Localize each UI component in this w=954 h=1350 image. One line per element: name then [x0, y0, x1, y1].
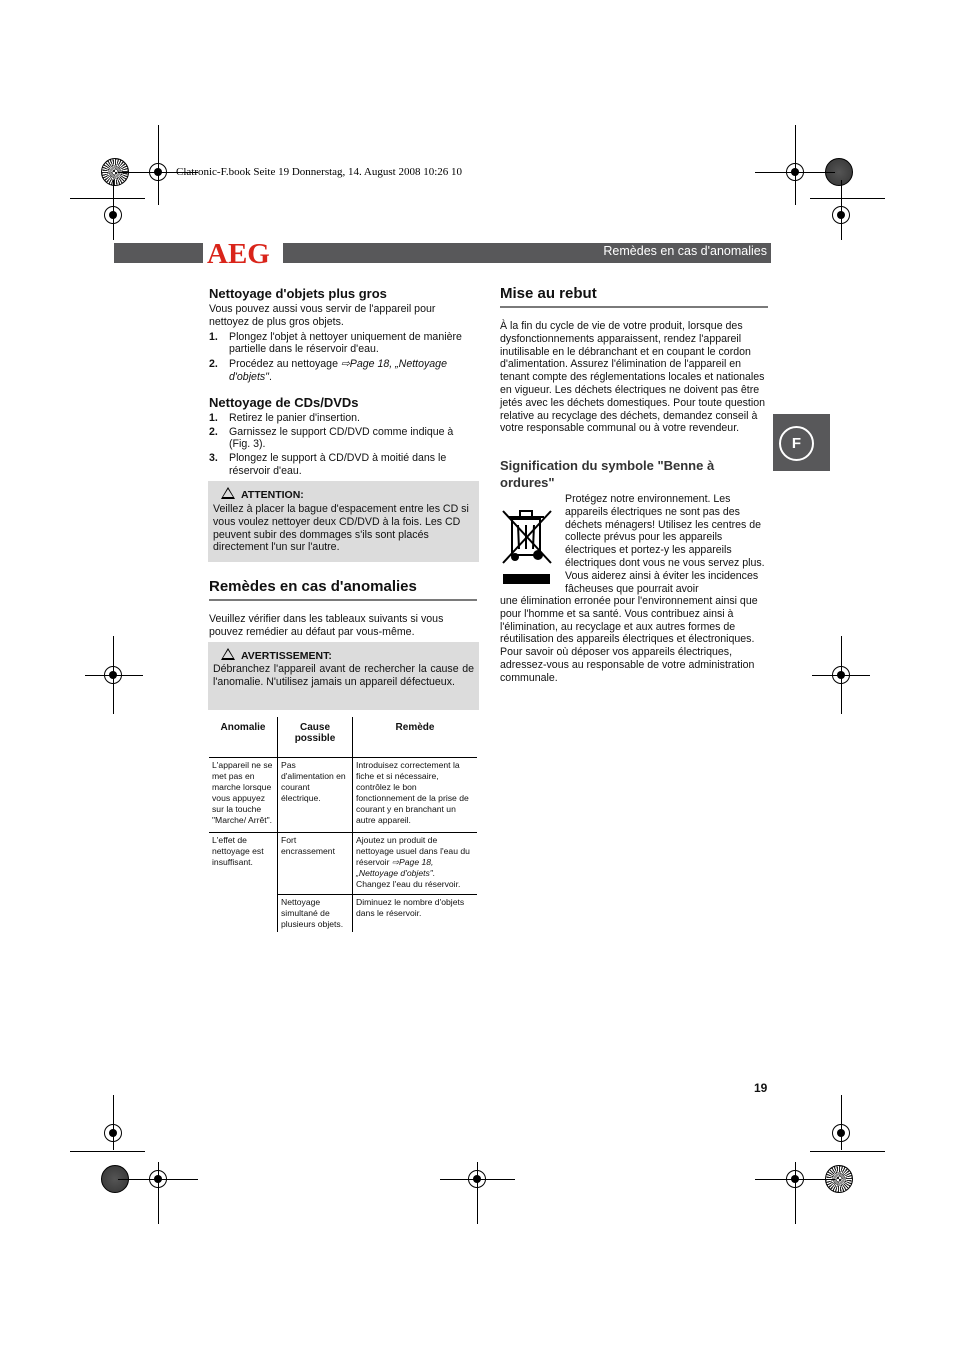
table-header: Cause possible [278, 717, 353, 758]
page-number: 19 [754, 1081, 768, 1095]
left-column [209, 286, 477, 478]
table-header: Anomalie [209, 717, 278, 758]
warning-text: Débranchez l'appareil avant de rechercher la cause de l'anomalie. N'utilisez jamais un appareil défectueux. [213, 663, 474, 688]
warning-icon [221, 487, 235, 499]
page-reference: ⇨Page 18, „Nettoyage d'objets". [356, 857, 436, 878]
attention-text: Veillez à placer la bague d'espacement entre les CD si vous voulez nettoyer deux CD/DVD à la fois. Les CD peuvent subir des dommages s'ils sont placés directement l'un sur l'autre. [213, 503, 469, 554]
language-tab [773, 414, 830, 471]
header-title: Remèdes en cas d'anomalies [603, 244, 767, 258]
table-row: L'effet de nettoyage est insuffisant. Fort encrassement Ajoutez un produit de nettoyage usuel dans l'eau du réservoir ⇨Page 18, „Nettoyage d'objets". Changez l'eau du réservoir. [209, 833, 477, 895]
heading-symbol: Signification du symbole "Benne à ordures" [500, 458, 715, 490]
divider [209, 599, 477, 601]
heading-troubleshooting: Remèdes en cas d'anomalies [209, 578, 417, 595]
symbol-text-below: une élimination erronée pour l'environnement ainsi que pour l'homme et sa santé. Vous contribuez ainsi à l'élimination, au recyclage et aux autres formes de réutilisation des appareils électriques et électroniques. Pour savoir où déposer vos appareils électriques, adressez-vous au responsable de votre administration communale. [500, 595, 758, 684]
page-reference: ⇨Page 18, „Nettoyage d'objets" [229, 358, 447, 383]
symbol-text-beside: Protégez notre environnement. Les appareils électriques ne sont pas des déchets ménagers! Utilisez les centres de collecte prévus pour les appareils électriques et portez-y les appareils électriques dont vous ne vous servez plus. Vous aiderez ainsi à éviter les incidences fâcheuses que pourrait avoir [565, 493, 765, 595]
attention-box: ATTENTION: Veillez à placer la bague d'espacement entre les CD si vous voulez nettoyer deux CD/DVD à la fois. Les CD peuvent subir des dommages s'ils sont placés directement l'un sur l'autre. [208, 481, 479, 562]
table-row: L'appareil ne se met pas en marche lorsque vous appuyez sur la touche "Marche/ Arrêt". Pas d'alimentation en courant électrique. Introduisez correctement la fiche et si nécessaire, contrôlez le bon fonctionnement de la prise de courant y en branchant un autre appareil. [209, 758, 477, 833]
heading-cleaning-cds: Nettoyage de CDs/DVDs [209, 394, 359, 410]
table-row: Nettoyage simultané de plusieurs objets. Diminuez le nombre d'objets dans le réservoir. [209, 895, 477, 933]
heading-cleaning-large: Nettoyage d'objets plus gros [209, 286, 387, 301]
list-item: 1. Plongez l'objet à nettoyer uniquement de manière partielle dans le réservoir d'eau. [209, 330, 462, 356]
disposal-text: À la fin du cycle de vie de votre produit, lorsque des dysfonctionnements apparaissent, rendez l'appareil inutilisable en le débranchant et en coupant le cordon d'alimentation. Assurez l'élimination de l'appareil en tenant compte des réglementations locales et nationales en vigueur. Les déchets électriques ne doivent pas être jetés avec les déchets domestiques. Pour toute question relative au recyclage des déchets, demandez conseil à votre responsable communal ou à votre revendeur. [500, 320, 766, 435]
table-header: Remède [353, 717, 478, 758]
divider [500, 306, 768, 308]
language-tab-label: F [779, 426, 814, 461]
warning-icon [221, 648, 235, 660]
troubleshooting-intro: Veuillez vérifier dans les tableaux suivants si vous pouvez remédier au défaut par vous-même. [209, 613, 444, 638]
file-info: Clatronic-F.book Seite 19 Donnerstag, 14. August 2008 10:26 10 [176, 166, 463, 178]
troubleshooting-table [209, 717, 477, 932]
list-item: 1. Retirez le panier d'insertion. [209, 411, 360, 424]
warning-box: AVERTISSEMENT: Débranchez l'appareil avant de rechercher la cause de l'anomalie. N'utilisez jamais un appareil défectueux. [208, 642, 479, 710]
weee-bin-icon [500, 505, 556, 587]
heading-disposal: Mise au rebut [500, 285, 597, 302]
list-item: 2. Procédez au nettoyage ⇨Page 18, „Nettoyage d'objets". [209, 358, 447, 383]
list-item: 2. Garnissez le support CD/DVD comme indique à (Fig. 3). [209, 425, 454, 451]
intro-cleaning-large: Vous pouvez aussi vous servir de l'appareil pour nettoyez de plus gros objets. [209, 303, 436, 328]
aeg-logo: AEG [207, 238, 270, 270]
list-item: 3. Plongez le support à CD/DVD à moitié dans le réservoir d'eau. [209, 452, 447, 477]
